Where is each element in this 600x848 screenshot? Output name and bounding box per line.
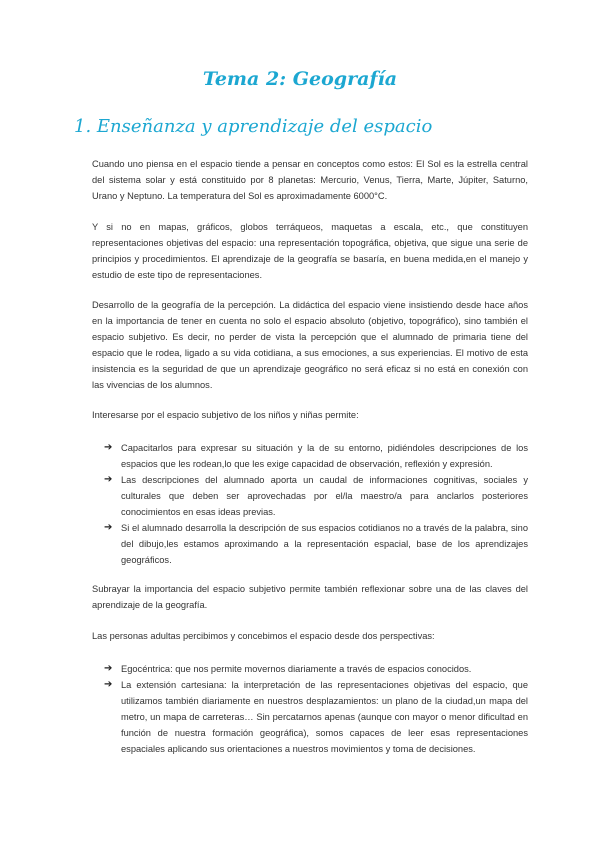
- list-item-text: Egocéntrica: que nos permite movernos diariamente a través de espacios conocidos.: [121, 664, 472, 674]
- bullet-list-perspectives: [104, 661, 528, 757]
- list-item: [104, 677, 528, 757]
- arrow-right-icon: ➔: [104, 442, 113, 453]
- bullet-list-subjective: [104, 440, 528, 568]
- list-item-text: Las descripciones del alumnado aporta un caudal de informaciones cognitivas, sociales y culturales que deben ser aprovechadas por el/la maestro/a para anclarlos posteriores conocimientos en esas ideas previas.: [121, 475, 528, 517]
- arrow-right-icon: ➔: [104, 679, 113, 690]
- section-heading: 1. Enseñanza y aprendizaje del espacio: [74, 116, 433, 137]
- list-item-text: Si el alumnado desarrolla la descripción de sus espacios cotidianos no a través de la palabra, sino del dibujo,les estamos aproximando a la representación espacial, base de los aprendizajes geográficos.: [121, 523, 528, 565]
- list-item-text: Capacitarlos para expresar su situación y la de su entorno, pidiéndoles descripciones de los espacios que les rodean,lo que les exige capacidad de observación, reflexión y expresión.: [121, 443, 528, 469]
- list-item: [104, 472, 528, 520]
- paragraph-two-perspectives: Las personas adultas percibimos y concebimos el espacio desde dos perspectivas:: [92, 631, 435, 641]
- arrow-right-icon: ➔: [104, 522, 113, 533]
- arrow-right-icon: ➔: [104, 474, 113, 485]
- paragraph-perception: Desarrollo de la geografía de la percepción. La didáctica del espacio viene insistiendo desde hace años en la importancia de tener en cuenta no solo el espacio absoluto (objetivo, topográfico), sino también el espacio subjetivo. Es decir, no perder de vista la percepción que el alumnado de primaria tiene del espacio que le rodea, ligado a su vida cotidiana, a sus emociones, a sus experiencias. El motivo de esta insistencia es la seguridad de que un aprendizaje geográfico no será eficaz si no está en conexión con las vivencias de los alumnos.: [92, 300, 528, 390]
- paragraph-representations: Y si no en mapas, gráficos, globos terráqueos, maquetas a escala, etc., que constituyen representaciones objetivas del espacio: una representación topográfica, objetiva, que sigue una serie de principios y procedimientos. El aprendizaje de la geografía se basaría, en buena medida,en el manejo y estudio de este tipo de representaciones.: [92, 222, 528, 280]
- arrow-right-icon: ➔: [104, 663, 113, 674]
- page-title: Tema 2: Geografía: [202, 68, 398, 90]
- paragraph-intro: Cuando uno piensa en el espacio tiende a pensar en conceptos como estos: El Sol es la estrella central del sistema solar y está constituido por 8 planetas: Mercurio, Venus, Tierra, Marte, Júpiter, Saturno, Urano y Neptuno. La temperatura del Sol es aproximadamente 6000°C.: [92, 159, 528, 201]
- paragraph-underline-importance: Subrayar la importancia del espacio subjetivo permite también reflexionar sobre una de las claves del aprendizaje de la geografía.: [92, 584, 528, 610]
- list-item-text: La extensión cartesiana: la interpretación de las representaciones objetivas del espacio, que utilizamos también diariamente en nuestros desplazamientos: un plano de la ciudad,un mapa del metro, un mapa de carreteras… Sin percatarnos apenas (aunque con mayor o menor dificultad en función de nuestra formación geográfica), somos capaces de leer esas representaciones espaciales aplicando sus orientaciones a nuestros movimientos y toma de decisiones.: [121, 680, 528, 754]
- list-item: [104, 520, 528, 568]
- list-item: [104, 440, 528, 472]
- paragraph-subjective-space: Interesarse por el espacio subjetivo de los niños y niñas permite:: [92, 410, 359, 420]
- list-item: [104, 661, 528, 677]
